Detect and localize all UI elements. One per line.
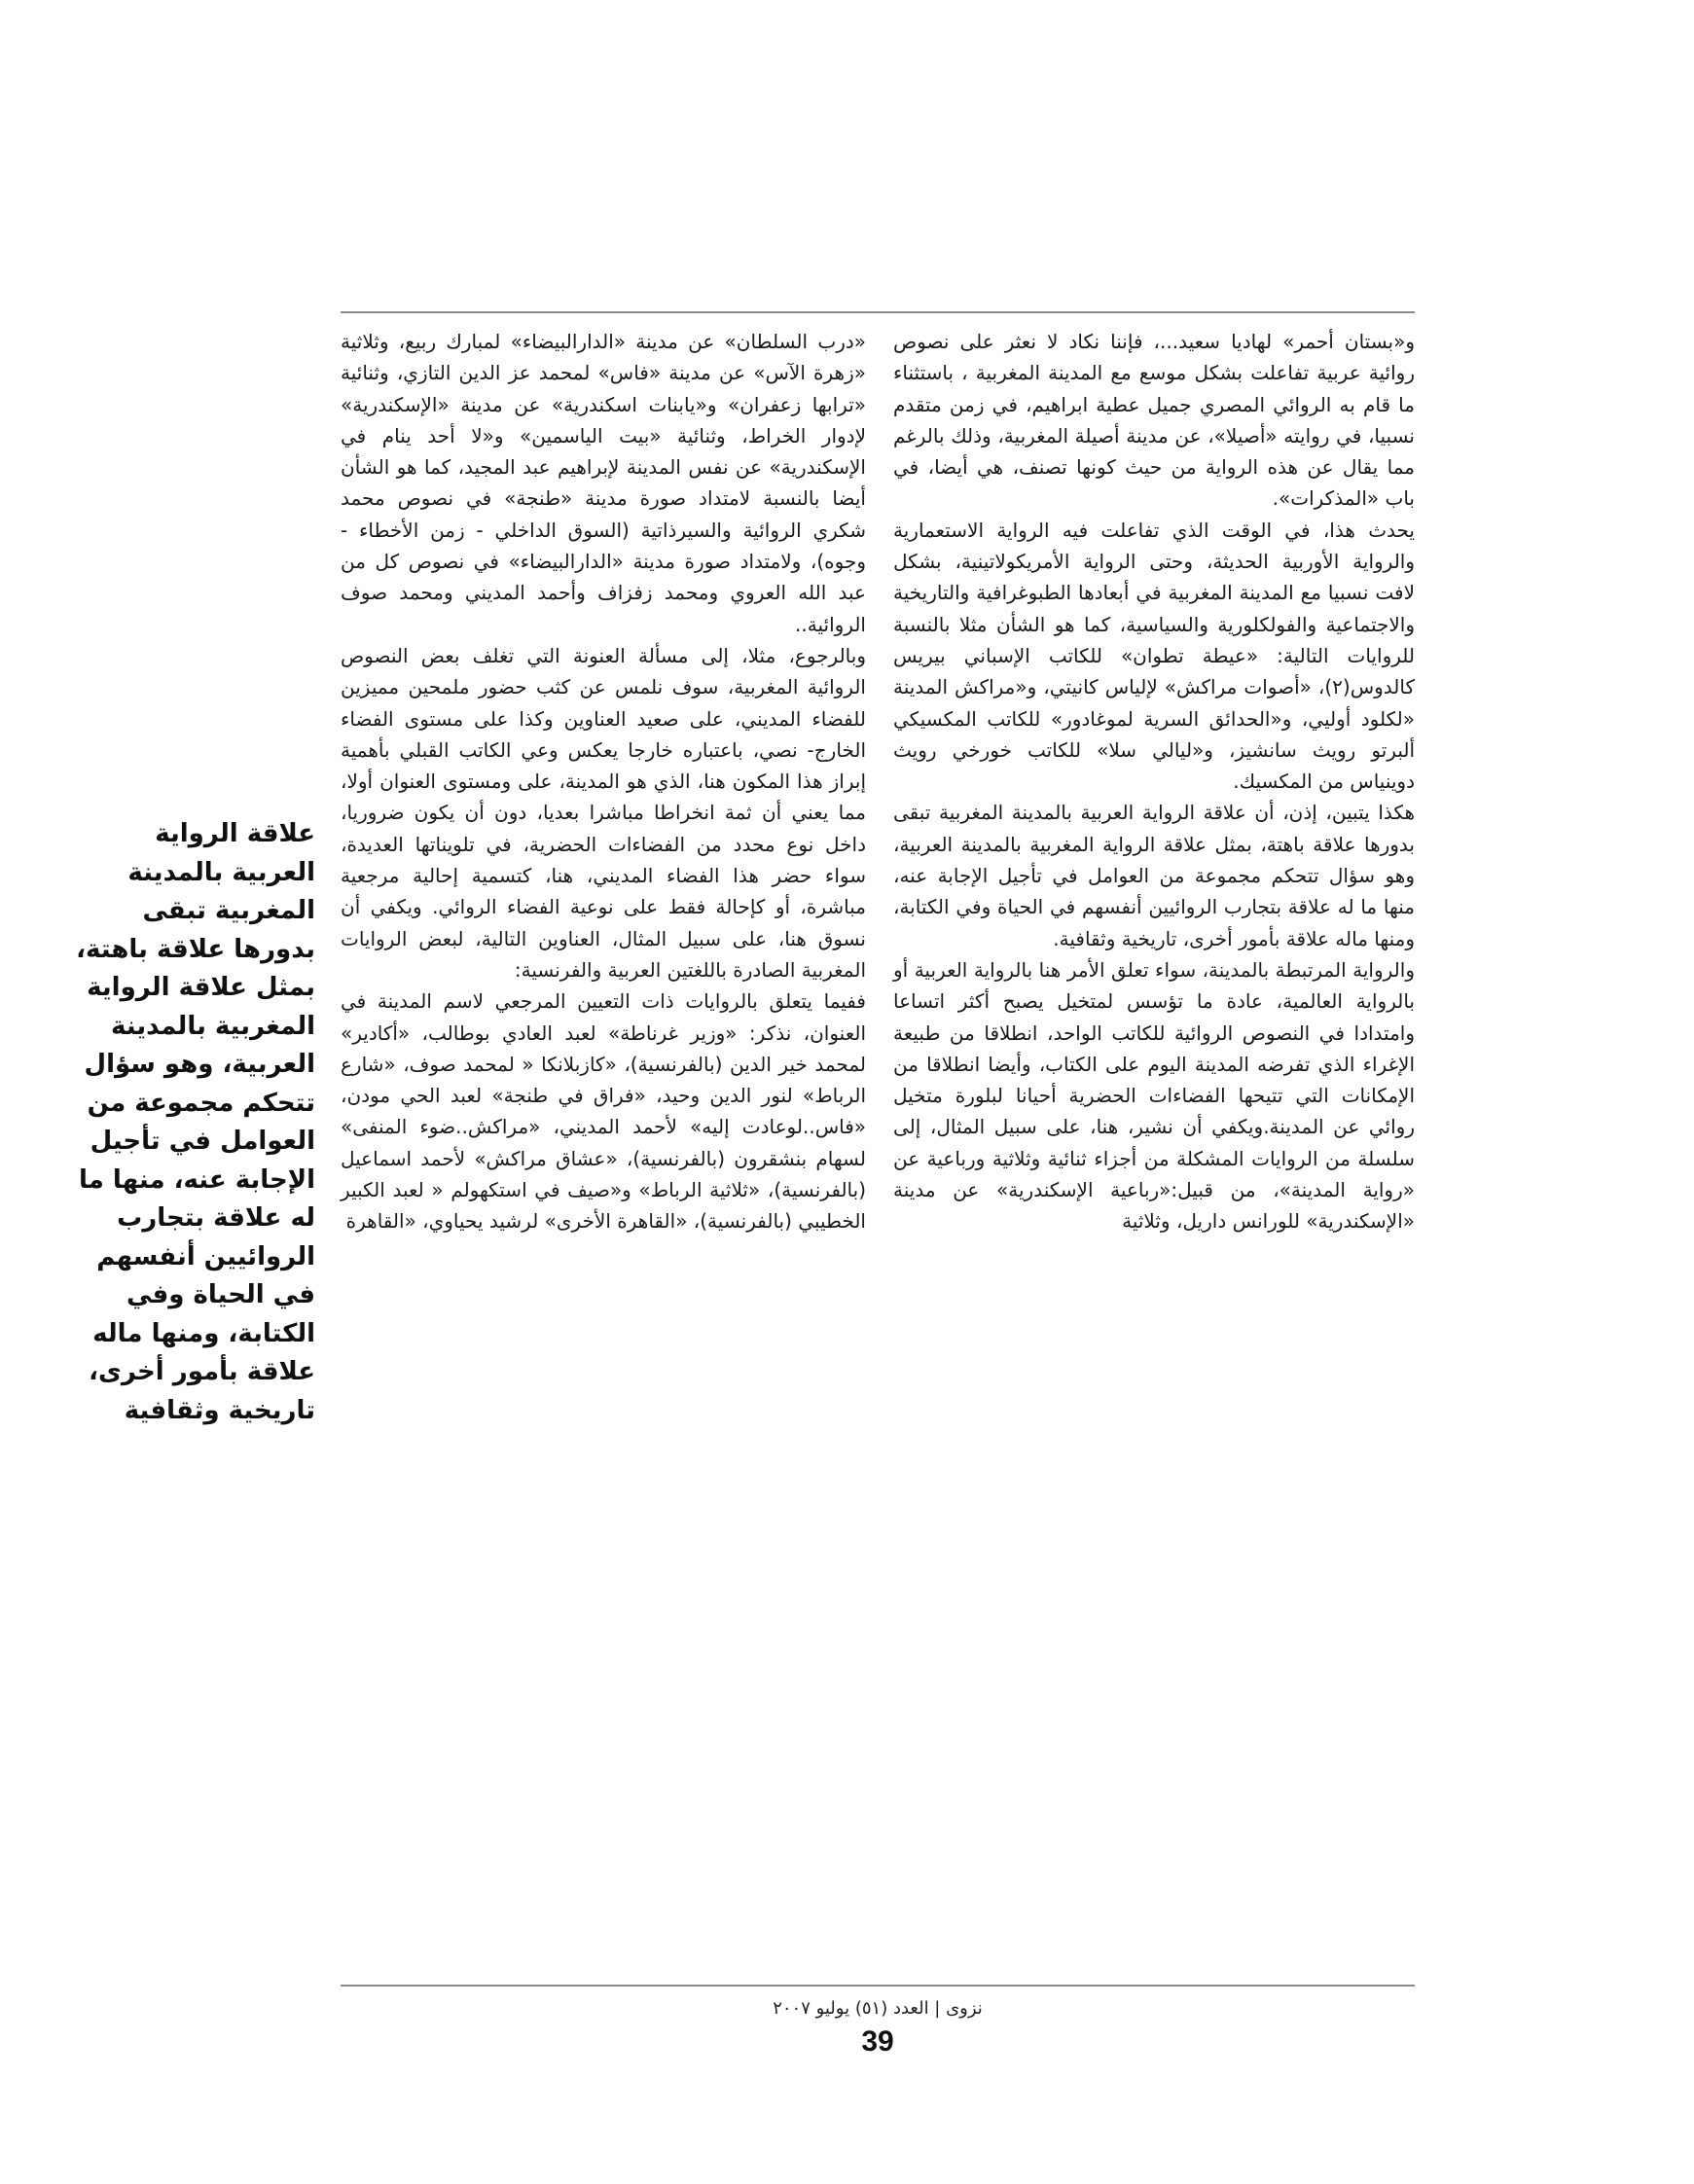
article-column-right [893,326,1415,1237]
pull-quote: علاقة الرواية العربية بالمدينة المغربية تبقى بدورها علاقة باهتة، بمثل علاقة الرواية المغربية بالمدينة العربية، وهو سؤال تتحكم مجموعة من العوامل في تأجيل الإجابة عنه، منها ما له علاقة بتجارب الروائيين أنفسهم في الحياة وفي الكتابة، ومنها ماله علاقة بأمور أخرى، تاريخية وثقافية [76,819,315,1425]
issue-info: نزوى | العدد (٥١) يوليو ٢٠٠٧ [773,1998,983,2019]
article-paragraph: يحدث هذا، في الوقت الذي تفاعلت فيه الرواية الاستعمارية والرواية الأوربية الحديثة، وحتى الرواية الأمريكولاتينية، بشكل لافت نسبيا مع المدينة المغربية في أبعادها الطبوغرافية والتاريخية والاجتماعية والفولكلورية والسياسية، كما هو الشأن مثلا بالنسبة للروايات التالية: «عيطة تطوان» للكاتب الإسباني بيريس كالدوس(٢)، «أصوات مراكش» لإلياس كانيتي، و«مراكش المدينة «لكلود أوليي، و«الحدائق السرية لموغادور» للكاتب المكسيكي ألبرتو رويث سانشيز، و«ليالي سلا» للكاتب خورخي رويث دوينياس من المكسيك. [893,518,1415,794]
article-paragraph: وبالرجوع، مثلا، إلى مسألة العنونة التي تغلف بعض النصوص الروائية المغربية، سوف نلمس عن كثب حضور ملمحين مميزين للفضاء المديني، على صعيد العناوين وكذا على مستوى الفضاء الخارج- نصي، باعتباره خارجا يعكس وعي الكاتب القبلي بأهمية إبراز هذا المكون هنا، الذي هو المدينة، على ومستوى العنوان أولا، مما يعني أن ثمة انخراطا مباشرا بعديا، دون أن يكون ضروريا، داخل نوع محدد من الفضاءات الحضرية، في تلويناتها العديدة، سواء حضر هذا الفضاء المديني، هنا، كتسمية إحالية مرجعية مباشرة، أو كإحالة فقط على نوعية الفضاء الروائي. ويكفي أن نسوق هنا، على سبيل المثال، العناوين التالية، لبعض الروايات المغربية الصادرة باللغتين العربية والفرنسية: [341,643,866,982]
article-paragraph: ففيما يتعلق بالروايات ذات التعيين المرجعي لاسم المدينة في العنوان، نذكر: «وزير غرناطة» لعبد العادي بوطالب، «أكادير» لمحمد خير الدين (بالفرنسية)، «كازبلانكا « لمحمد صوف، «شارع الرباط» لنور الدين وحيد، «فراق في طنجة» لعبد الحي مودن، «فاس..لوعادت إليه» لأحمد المديني، «مراكش..ضوء المنفى» لسهام بنشقرون (بالفرنسية)، «عشاق مراكش» لأحمد اسماعيل (بالفرنسية)، «ثلاثية الرباط» و«صيف في استكهولم « لعبد الكبير الخطيبي (بالفرنسية)، «القاهرة الأخرى» لرشيد يحياوي، «القاهرة [341,989,866,1234]
article-paragraph: «درب السلطان» عن مدينة «الدارالبيضاء» لمبارك ربيع، وثلاثية «زهرة الآس» عن مدينة «فاس» لمحمد عز الدين التازي، وثنائية «ترابها زعفران» و«يابنات اسكندرية» عن مدينة «الإسكندرية» لإدوار الخراط، وثنائية «بيت الياسمين» و«لا أحد ينام في الإسكندرية» عن نفس المدينة لإبراهيم عبد المجيد، كما هو الشأن أيضا بالنسبة لامتداد صورة مدينة «طنجة» في نصوص محمد شكري الروائية والسيرذاتية (السوق الداخلي - زمن الأخطاء - وجوه)، ولامتداد صورة مدينة «الدارالبيضاء» في نصوص كل من عبد الله العروي ومحمد زفزاف وأحمد المديني ومحمد صوف الروائية.. [341,330,866,636]
page-number: 39 [861,2025,894,2058]
article-paragraph: هكذا يتبين، إذن، أن علاقة الرواية العربية بالمدينة المغربية تبقى بدورها علاقة باهتة، بمثل علاقة الرواية المغربية بالمدينة العربية، وهو سؤال تتحكم مجموعة من العوامل في تأجيل الإجابة عنه، منها ما له علاقة بتجارب الروائيين أنفسهم في الحياة وفي الكتابة، ومنها ماله علاقة بأمور أخرى، تاريخية وثقافية. [893,801,1415,950]
top-rule [341,311,1415,313]
article-column-left [341,326,866,1237]
bottom-rule [341,1985,1415,1987]
article-paragraph: والرواية المرتبطة بالمدينة، سواء تعلق الأمر هنا بالرواية العربية أو بالرواية العالمية، عادة ما تؤسس لمتخيل يصبح أكثر اتساعا وامتدادا في النصوص الروائية للكاتب الواحد، انطلاقا من طبيعة الإغراء الذي تفرضه المدينة اليوم على الكتاب، وأيضا انطلاقا من الإمكانات التي تتيحها الفضاءات الحضرية أحيانا لبلورة متخيل روائي عن المدينة.ويكفي أن نشير، هنا، على سبيل المثال، إلى سلسلة من الروايات المشكلة من أجزاء ثنائية وثلاثية ورباعية عن «رواية المدينة»، من قبيل:«رباعية الإسكندرية» عن مدينة «الإسكندرية» للورانس داريل، وثلاثية [893,957,1415,1234]
article-paragraph: و«بستان أحمر» لهاديا سعيد...، فإننا نكاد لا نعثر على نصوص روائية عربية تفاعلت بشكل موسع مع المدينة المغربية ، باستثناء ما قام به الروائي المصري جميل عطية ابراهيم، في زمن متقدم نسبيا، في روايته «أصيلا»، عن مدينة أصيلة المغربية، وذلك بالرغم مما يقال عن هذه الرواية من حيث كونها تصنف، هي أيضا، في باب «المذكرات». [893,330,1415,511]
